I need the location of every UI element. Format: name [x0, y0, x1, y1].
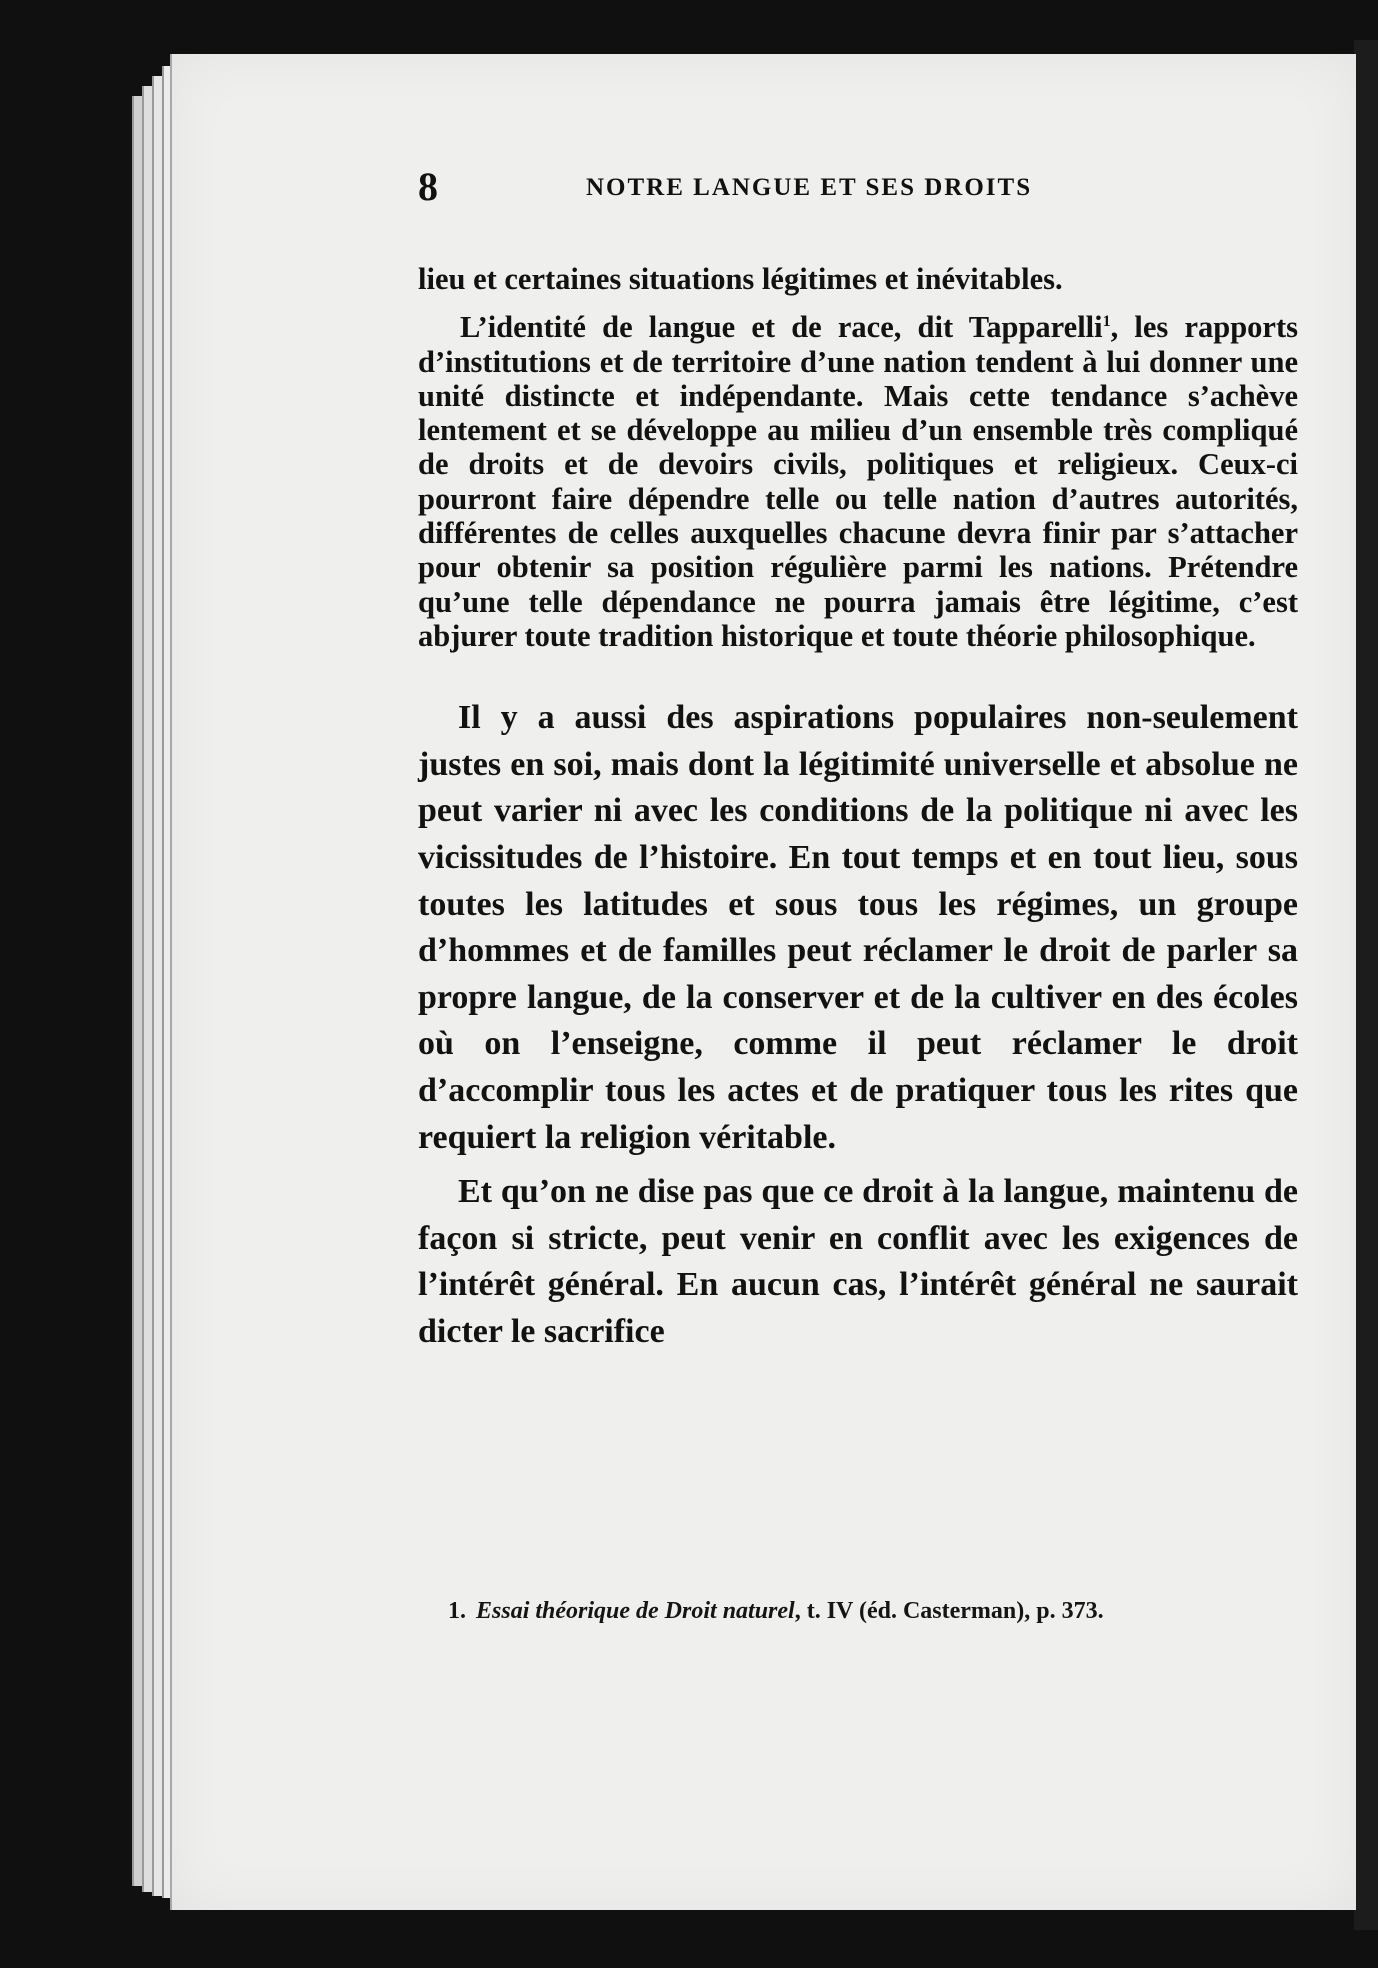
paragraph: Il y a aussi des aspirations populaires non-seulement justes en soi, mais dont la légitimité universelle et absolue ne peut varier ni avec les conditions de la politique ni avec les vicissitudes de l’histoire. En tout temps et en tout lieu, sous toutes les latitudes et sous tous les régimes, un groupe d’hommes et de familles peut réclamer le droit de parler sa propre langue, de la conserver et de la cultiver en des écoles où on l’enseigne, comme il peut réclamer le droit d’accomplir tous les actes et de pratiquer tous les rites que requiert la religion véritable.: [418, 699, 1298, 1156]
page-header: [418, 162, 1138, 212]
paragraph-text: , les rapports d’institutions et de territoire d’une nation tendent à lui donner une unité distincte et indépendante. Mais cette tendance s’achève lentement et se développe au milieu d’un ensemble très compliqué de droits et de devoirs civils, politiques et religieux. Ceux-ci pourront faire dépendre telle ou telle nation d’autres autorités, différentes de celles auxquelles chacune devra finir par s’attacher pour obtenir sa position régulière parmi les nations. Prétendre qu’une telle dépendance ne pourra jamais être légitime, c’est abjurer toute tradition historique et toute théorie philosophique.: [418, 310, 1298, 653]
footnote-details: , t. IV (éd. Casterman), p. 373.: [794, 1598, 1104, 1624]
page-body: [418, 262, 1298, 1356]
page-number: 8: [418, 164, 438, 209]
running-head: NOTRE LANGUE ET SES DROITS: [586, 174, 1033, 201]
footnote: [448, 1594, 1298, 1628]
paragraph-quotation: [418, 310, 1298, 653]
footnote-reference: 1: [1102, 313, 1111, 331]
book-binding: [1354, 40, 1378, 1930]
paragraph-continued: lieu et certaines situations légitimes et inévitables.: [418, 262, 1063, 296]
paragraph-text: L’identité de langue et de race, dit Tapparelli: [460, 310, 1103, 345]
paragraph: Et qu’on ne dise pas que ce droit à la langue, maintenu de façon si stricte, peut venir en conflit avec les exigences de l’intérêt général. En aucun cas, l’intérêt général ne saurait dicter le sacrifice: [418, 1173, 1298, 1350]
footnote-number: 1.: [448, 1598, 466, 1624]
footnote-title: Essai théorique de Droit naturel: [476, 1598, 795, 1624]
